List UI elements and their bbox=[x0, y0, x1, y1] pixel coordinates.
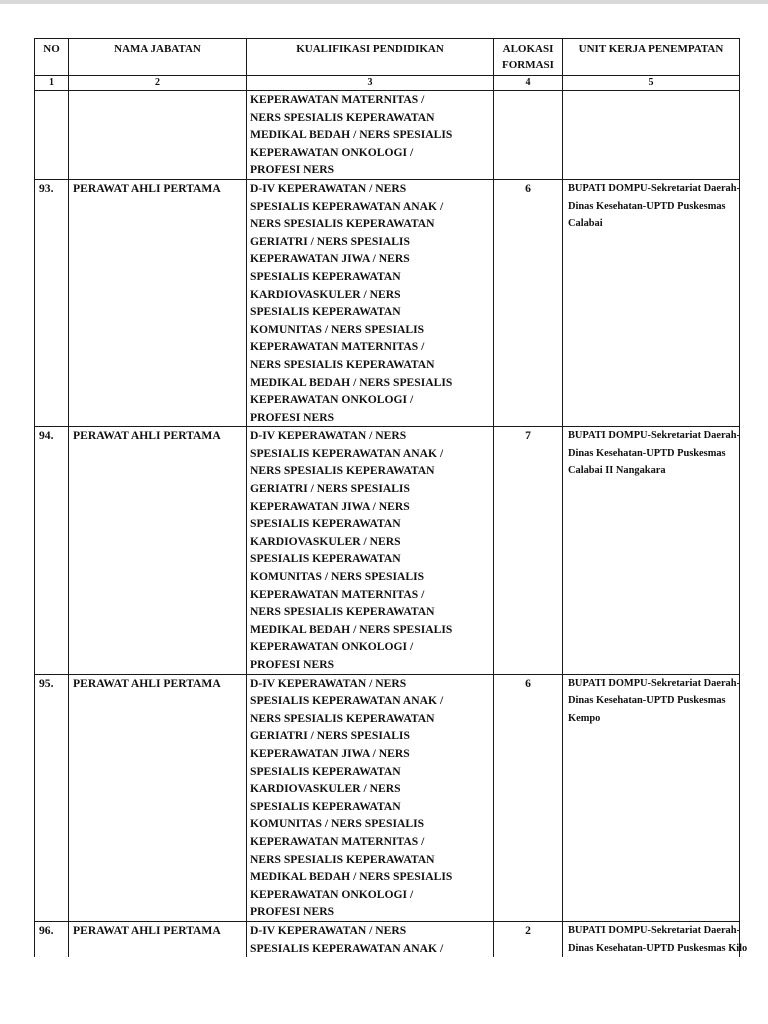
column-number-2: 2 bbox=[69, 76, 247, 91]
kualifikasi-line: D-IV KEPERAWATAN / NERS bbox=[250, 923, 407, 937]
kualifikasi-line: NERS SPESIALIS KEPERAWATAN bbox=[250, 852, 435, 866]
kualifikasi-line: KEPERAWATAN JIWA / NERS bbox=[250, 499, 410, 513]
kualifikasi-line: KEPERAWATAN JIWA / NERS bbox=[250, 252, 410, 266]
header-row bbox=[35, 39, 740, 76]
column-number-row bbox=[35, 76, 740, 91]
kualifikasi-line: SPESIALIS KEPERAWATAN ANAK / bbox=[250, 199, 444, 213]
cell-nama-jabatan: PERAWAT AHLI PERTAMA bbox=[69, 921, 247, 957]
kualifikasi-line: SPESIALIS KEPERAWATAN ANAK / bbox=[250, 694, 444, 708]
kualifikasi-line: PROFESI NERS bbox=[250, 658, 335, 671]
kualifikasi-line: KARDIOVASKULER / NERS bbox=[250, 534, 401, 548]
kualifikasi-line: KEPERAWATAN ONKOLOGI / bbox=[250, 887, 414, 901]
kualifikasi-line: GERIATRI / NERS SPESIALIS bbox=[250, 729, 410, 743]
unit-line: BUPATI DOMPU-Sekretariat Daerah- bbox=[568, 430, 740, 442]
kualifikasi-line: SPESIALIS KEPERAWATAN bbox=[250, 269, 401, 283]
formation-table-container bbox=[34, 38, 748, 957]
kualifikasi-line: NERS SPESIALIS KEPERAWATAN bbox=[250, 605, 435, 619]
header-kualifikasi-pendidikan: KUALIFIKASI PENDIDIKAN bbox=[247, 39, 494, 76]
cell-no: 93. bbox=[35, 179, 69, 426]
cell-no: 94. bbox=[35, 427, 69, 674]
cell-alokasi-formasi: 7 bbox=[494, 427, 563, 674]
unit-line: Calabai II Nangakara bbox=[568, 465, 666, 477]
kualifikasi-line: NERS SPESIALIS KEPERAWATAN bbox=[250, 217, 435, 231]
kualifikasi-line: KARDIOVASKULER / NERS bbox=[250, 287, 401, 301]
column-number-4: 4 bbox=[494, 76, 563, 91]
cell-nama-jabatan: PERAWAT AHLI PERTAMA bbox=[69, 179, 247, 426]
kualifikasi-line: D-IV KEPERAWATAN / NERS bbox=[250, 676, 407, 690]
cell-unit-kerja-penempatan bbox=[563, 674, 740, 921]
cell-unit-kerja-penempatan bbox=[563, 91, 740, 180]
header-no: NO bbox=[35, 39, 69, 76]
kualifikasi-line: D-IV KEPERAWATAN / NERS bbox=[250, 181, 407, 195]
kualifikasi-line: SPESIALIS KEPERAWATAN bbox=[250, 764, 401, 778]
cell-unit-kerja-penempatan bbox=[563, 427, 740, 674]
kualifikasi-line: KARDIOVASKULER / NERS bbox=[250, 782, 401, 796]
kualifikasi-line: KEPERAWATAN MATERNITAS / bbox=[250, 834, 425, 848]
kualifikasi-line: KEPERAWATAN MATERNITAS / bbox=[250, 340, 425, 354]
unit-line: Calabai bbox=[568, 218, 603, 230]
cell-kualifikasi-pendidikan bbox=[247, 179, 494, 426]
header-nama-jabatan: NAMA JABATAN bbox=[69, 39, 247, 76]
kualifikasi-line: NERS SPESIALIS KEPERAWATAN bbox=[250, 464, 435, 478]
cell-no bbox=[35, 91, 69, 180]
kualifikasi-line: MEDIKAL BEDAH / NERS SPESIALIS bbox=[250, 128, 453, 142]
kualifikasi-line: KOMUNITAS / NERS SPESIALIS bbox=[250, 570, 425, 584]
kualifikasi-line: KOMUNITAS / NERS SPESIALIS bbox=[250, 817, 425, 831]
kualifikasi-line: SPESIALIS KEPERAWATAN ANAK / bbox=[250, 941, 444, 955]
column-number-3: 3 bbox=[247, 76, 494, 91]
cell-alokasi-formasi: 2 bbox=[494, 921, 563, 957]
kualifikasi-line: SPESIALIS KEPERAWATAN bbox=[250, 305, 401, 319]
cell-unit-kerja-penempatan bbox=[563, 921, 748, 957]
cell-nama-jabatan: PERAWAT AHLI PERTAMA bbox=[69, 674, 247, 921]
column-number-1: 1 bbox=[35, 76, 69, 91]
kualifikasi-line: KEPERAWATAN ONKOLOGI / bbox=[250, 145, 414, 159]
cell-nama-jabatan: PERAWAT AHLI PERTAMA bbox=[69, 427, 247, 674]
kualifikasi-line: D-IV KEPERAWATAN / NERS bbox=[250, 429, 407, 443]
kualifikasi-line: KEPERAWATAN JIWA / NERS bbox=[250, 746, 410, 760]
cell-kualifikasi-pendidikan bbox=[247, 91, 494, 180]
cell-no: 96. bbox=[35, 921, 69, 957]
unit-line: Kempo bbox=[568, 712, 601, 724]
kualifikasi-line: PROFESI NERS bbox=[250, 410, 335, 424]
unit-line: Dinas Kesehatan-UPTD Puskesmas bbox=[568, 447, 726, 459]
kualifikasi-line: KEPERAWATAN ONKOLOGI / bbox=[250, 640, 414, 654]
unit-line: BUPATI DOMPU-Sekretariat Daerah- bbox=[568, 677, 740, 689]
formation-table bbox=[34, 38, 748, 957]
kualifikasi-line: PROFESI NERS bbox=[250, 905, 335, 919]
table-row bbox=[35, 91, 740, 180]
header-alokasi-formasi: ALOKASI FORMASI bbox=[494, 39, 563, 76]
kualifikasi-line: NERS SPESIALIS KEPERAWATAN bbox=[250, 110, 435, 124]
kualifikasi-line: KEPERAWATAN MATERNITAS / bbox=[250, 93, 425, 106]
cell-no: 95. bbox=[35, 674, 69, 921]
kualifikasi-line: KOMUNITAS / NERS SPESIALIS bbox=[250, 322, 425, 336]
kualifikasi-line: KEPERAWATAN MATERNITAS / bbox=[250, 587, 425, 601]
unit-line: Dinas Kesehatan-UPTD Puskesmas bbox=[568, 695, 726, 707]
unit-line: Dinas Kesehatan-UPTD Puskesmas bbox=[568, 200, 726, 212]
cell-unit-kerja-penempatan bbox=[563, 179, 740, 426]
kualifikasi-line: NERS SPESIALIS KEPERAWATAN bbox=[250, 357, 435, 371]
table-row bbox=[35, 179, 740, 426]
kualifikasi-line: MEDIKAL BEDAH / NERS SPESIALIS bbox=[250, 870, 453, 884]
cell-alokasi-formasi: 6 bbox=[494, 179, 563, 426]
table-body bbox=[35, 91, 748, 958]
column-number-5: 5 bbox=[563, 76, 740, 91]
kualifikasi-line: GERIATRI / NERS SPESIALIS bbox=[250, 234, 410, 248]
kualifikasi-line: SPESIALIS KEPERAWATAN bbox=[250, 799, 401, 813]
kualifikasi-line: MEDIKAL BEDAH / NERS SPESIALIS bbox=[250, 622, 453, 636]
cell-kualifikasi-pendidikan bbox=[247, 674, 494, 921]
kualifikasi-line: GERIATRI / NERS SPESIALIS bbox=[250, 482, 410, 496]
unit-line: BUPATI DOMPU-Sekretariat Daerah- bbox=[568, 182, 740, 194]
kualifikasi-line: SPESIALIS KEPERAWATAN bbox=[250, 552, 401, 566]
cell-alokasi-formasi: 6 bbox=[494, 674, 563, 921]
kualifikasi-line: KEPERAWATAN ONKOLOGI / bbox=[250, 393, 414, 407]
unit-line: BUPATI DOMPU-Sekretariat Daerah- bbox=[568, 924, 740, 936]
table-row bbox=[35, 427, 740, 674]
kualifikasi-line: SPESIALIS KEPERAWATAN ANAK / bbox=[250, 446, 444, 460]
table-row bbox=[35, 921, 740, 957]
unit-line: Dinas Kesehatan-UPTD Puskesmas Kilo bbox=[568, 942, 748, 954]
kualifikasi-line: PROFESI NERS bbox=[250, 163, 335, 177]
cell-kualifikasi-pendidikan bbox=[247, 921, 494, 957]
cell-nama-jabatan bbox=[69, 91, 247, 180]
kualifikasi-line: MEDIKAL BEDAH / NERS SPESIALIS bbox=[250, 375, 453, 389]
scan-top-edge bbox=[0, 0, 768, 4]
kualifikasi-line: SPESIALIS KEPERAWATAN bbox=[250, 517, 401, 531]
table-row bbox=[35, 674, 740, 921]
header-unit-kerja-penempatan: UNIT KERJA PENEMPATAN bbox=[563, 39, 740, 76]
kualifikasi-line: NERS SPESIALIS KEPERAWATAN bbox=[250, 711, 435, 725]
cell-alokasi-formasi bbox=[494, 91, 563, 180]
cell-kualifikasi-pendidikan bbox=[247, 427, 494, 674]
